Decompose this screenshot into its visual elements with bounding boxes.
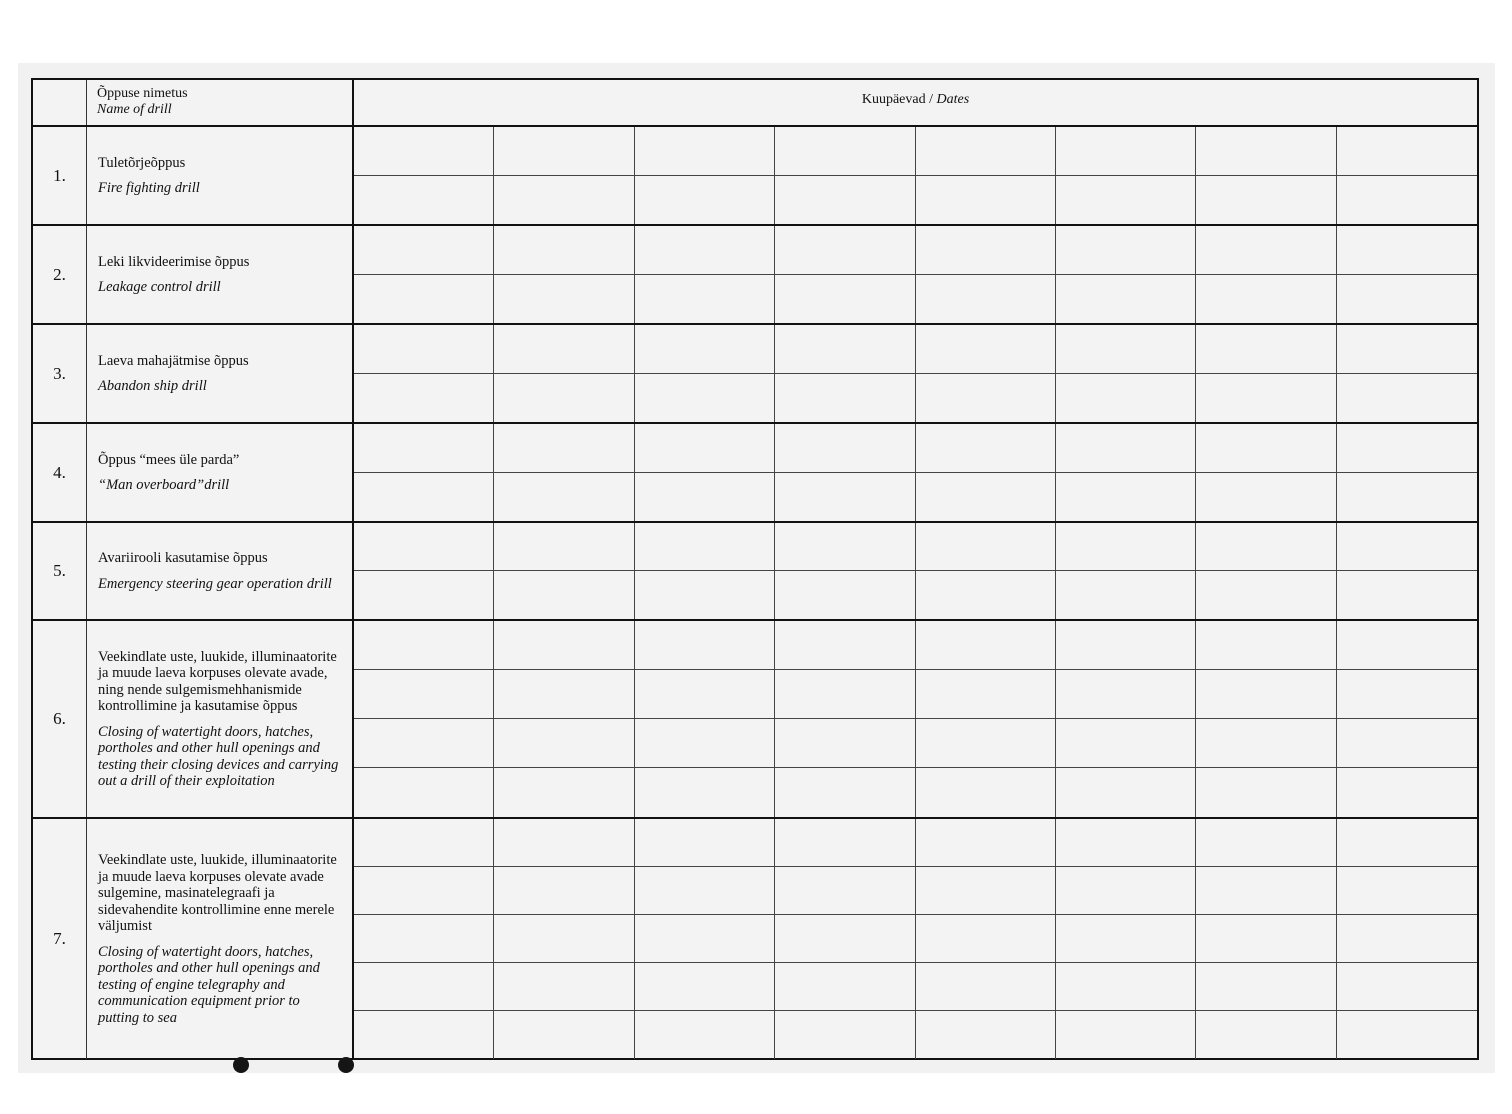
date-cell[interactable] (354, 915, 494, 963)
date-cell[interactable] (1056, 127, 1196, 176)
date-cell[interactable] (354, 819, 494, 867)
drill-name-et: Leki likvideerimise õppus (98, 253, 250, 270)
date-cell[interactable] (916, 819, 1056, 867)
date-cell[interactable] (1056, 424, 1196, 473)
table-row (33, 127, 1477, 226)
date-cell[interactable] (1196, 621, 1336, 670)
date-cell[interactable] (775, 374, 915, 423)
drill-name-en: Closing of watertight doors, hatches, portholes and other hull openings and testing of engine telegraphy and communication equipment prior to putting to sea (98, 943, 320, 1026)
date-cell[interactable] (1196, 719, 1336, 768)
date-cell[interactable] (916, 719, 1056, 768)
date-cell[interactable] (1056, 768, 1196, 817)
date-cell[interactable] (635, 621, 775, 670)
date-cell[interactable] (494, 523, 634, 571)
date-cell[interactable] (1196, 670, 1336, 719)
date-entry-grid (354, 127, 1477, 224)
date-cell[interactable] (916, 275, 1056, 324)
date-cell[interactable] (775, 768, 915, 817)
date-cell[interactable] (635, 374, 775, 423)
date-cell[interactable] (1337, 719, 1477, 768)
date-cell[interactable] (1196, 571, 1336, 619)
drill-name-en: Leakage control drill (98, 279, 221, 295)
date-cell[interactable] (775, 571, 915, 619)
date-cell[interactable] (1196, 325, 1336, 374)
date-cell[interactable] (916, 127, 1056, 176)
drill-name-cell (87, 621, 354, 817)
date-entry-grid (354, 226, 1477, 323)
date-cell[interactable] (635, 719, 775, 768)
date-cell[interactable] (1337, 127, 1477, 176)
binder-hole-left (233, 1057, 249, 1073)
date-entry-grid (354, 523, 1477, 619)
date-cell[interactable] (1196, 819, 1336, 867)
drill-name-et: Veekindlate uste, luukide, illuminaatorite ja muude laeva korpuses olevate avade, ning nende sulgemismehhanismide kontrollimine ja kasutamise õppus (98, 648, 337, 714)
date-cell[interactable] (1337, 176, 1477, 225)
date-cell[interactable] (494, 127, 634, 176)
date-cell[interactable] (494, 670, 634, 719)
drill-name-cell (87, 424, 354, 521)
date-cell[interactable] (354, 1011, 494, 1059)
date-cell[interactable] (775, 1011, 915, 1059)
date-cell[interactable] (354, 473, 494, 522)
date-cell[interactable] (354, 768, 494, 817)
date-cell[interactable] (1337, 275, 1477, 324)
table-row (33, 226, 1477, 325)
date-cell[interactable] (354, 275, 494, 324)
date-cell[interactable] (494, 719, 634, 768)
date-cell[interactable] (1337, 963, 1477, 1011)
date-cell[interactable] (494, 176, 634, 225)
date-cell[interactable] (916, 963, 1056, 1011)
date-cell[interactable] (635, 819, 775, 867)
date-cell[interactable] (494, 1011, 634, 1059)
date-cell[interactable] (775, 473, 915, 522)
date-cell[interactable] (494, 915, 634, 963)
date-cell[interactable] (775, 621, 915, 670)
date-entry-grid (354, 424, 1477, 521)
date-cell[interactable] (916, 523, 1056, 571)
date-cell[interactable] (635, 424, 775, 473)
date-cell[interactable] (494, 473, 634, 522)
date-cell[interactable] (1056, 963, 1196, 1011)
table-row (33, 424, 1477, 523)
date-cell[interactable] (1337, 867, 1477, 915)
date-cell[interactable] (1337, 621, 1477, 670)
date-cell[interactable] (775, 176, 915, 225)
header-dates-cell (354, 80, 1477, 125)
date-cell[interactable] (775, 226, 915, 275)
drill-name-en: Abandon ship drill (98, 378, 207, 394)
date-cell[interactable] (775, 867, 915, 915)
date-cell[interactable] (354, 127, 494, 176)
date-cell[interactable] (354, 226, 494, 275)
date-cell[interactable] (354, 424, 494, 473)
header-dates-separator: / (925, 92, 937, 107)
date-cell[interactable] (354, 963, 494, 1011)
date-cell[interactable] (916, 670, 1056, 719)
date-cell[interactable] (494, 424, 634, 473)
date-cell[interactable] (1196, 176, 1336, 225)
drill-name-cell (87, 819, 354, 1059)
date-cell[interactable] (1337, 374, 1477, 423)
date-cell[interactable] (775, 275, 915, 324)
date-entry-grid (354, 621, 1477, 817)
date-cell[interactable] (635, 523, 775, 571)
date-cell[interactable] (1337, 473, 1477, 522)
date-cell[interactable] (1196, 424, 1336, 473)
header-name-cell (87, 80, 354, 125)
drill-name-en: Closing of watertight doors, hatches, portholes and other hull openings and testing their closing devices and carrying out a drill of their exploitation (98, 723, 339, 789)
drill-name-et: Laeva mahajätmise õppus (98, 352, 249, 369)
header-dates-et: Kuupäevad (861, 92, 926, 107)
drill-name-et: Õppus “mees üle parda” (98, 451, 240, 468)
date-cell[interactable] (775, 719, 915, 768)
date-cell[interactable] (354, 523, 494, 571)
date-cell[interactable] (354, 621, 494, 670)
drill-name-cell (87, 226, 354, 323)
date-cell[interactable] (1056, 374, 1196, 423)
date-cell[interactable] (1337, 768, 1477, 817)
date-cell[interactable] (1337, 226, 1477, 275)
date-cell[interactable] (635, 325, 775, 374)
date-cell[interactable] (916, 374, 1056, 423)
date-cell[interactable] (354, 719, 494, 768)
date-cell[interactable] (1056, 325, 1196, 374)
date-cell[interactable] (1196, 374, 1336, 423)
header-dates-en: Dates (936, 92, 970, 107)
date-cell[interactable] (916, 424, 1056, 473)
header-name-en: Name of drill (97, 102, 172, 117)
drill-name-et: Veekindlate uste, luukide, illuminaatorite ja muude laeva korpuses olevate avade sulgemine, masinatelegraafi ja sidevahendite kontrollimine enne merele väljumist (98, 852, 337, 934)
date-cell[interactable] (635, 275, 775, 324)
date-cell[interactable] (1196, 226, 1336, 275)
date-cell[interactable] (1056, 915, 1196, 963)
date-cell[interactable] (1337, 1011, 1477, 1059)
date-cell[interactable] (1056, 719, 1196, 768)
date-cell[interactable] (916, 1011, 1056, 1059)
date-cell[interactable] (635, 867, 775, 915)
drill-number: 2. (33, 226, 87, 323)
drill-name-et: Avariirooli kasutamise õppus (98, 550, 268, 566)
drill-number: 7. (33, 819, 87, 1059)
date-cell[interactable] (916, 867, 1056, 915)
date-cell[interactable] (635, 768, 775, 817)
date-cell[interactable] (354, 571, 494, 619)
date-cell[interactable] (1196, 915, 1336, 963)
date-cell[interactable] (1056, 473, 1196, 522)
date-cell[interactable] (635, 176, 775, 225)
date-cell[interactable] (494, 963, 634, 1011)
drill-number: 1. (33, 127, 87, 224)
date-cell[interactable] (494, 867, 634, 915)
date-cell[interactable] (354, 325, 494, 374)
date-entry-grid (354, 325, 1477, 422)
date-cell[interactable] (916, 226, 1056, 275)
date-cell[interactable] (1056, 621, 1196, 670)
date-cell[interactable] (1337, 571, 1477, 619)
date-cell[interactable] (916, 473, 1056, 522)
date-cell[interactable] (1196, 523, 1336, 571)
drill-name-en: Fire fighting drill (98, 180, 200, 196)
date-cell[interactable] (775, 670, 915, 719)
date-cell[interactable] (916, 915, 1056, 963)
drill-number: 3. (33, 325, 87, 422)
date-cell[interactable] (494, 621, 634, 670)
date-cell[interactable] (494, 768, 634, 817)
date-cell[interactable] (1196, 127, 1336, 176)
date-cell[interactable] (916, 621, 1056, 670)
drill-name-cell (87, 325, 354, 422)
binder-hole-right (338, 1057, 354, 1073)
date-cell[interactable] (1337, 819, 1477, 867)
table-row (33, 621, 1477, 819)
date-cell[interactable] (775, 963, 915, 1011)
table-row (33, 523, 1477, 621)
date-cell[interactable] (916, 176, 1056, 225)
date-cell[interactable] (1196, 473, 1336, 522)
date-cell[interactable] (775, 127, 915, 176)
header-number-cell (33, 80, 87, 125)
date-cell[interactable] (494, 325, 634, 374)
date-cell[interactable] (1196, 275, 1336, 324)
date-cell[interactable] (494, 275, 634, 324)
date-cell[interactable] (1056, 571, 1196, 619)
drill-name-en: Emergency steering gear operation drill (98, 575, 332, 592)
date-cell[interactable] (354, 374, 494, 423)
date-cell[interactable] (1337, 424, 1477, 473)
table-row (33, 325, 1477, 424)
date-cell[interactable] (354, 867, 494, 915)
drill-log-table (31, 78, 1479, 1060)
table-header (33, 80, 1477, 127)
drill-name-en: “Man overboard”drill (98, 477, 230, 493)
date-cell[interactable] (494, 226, 634, 275)
date-cell[interactable] (1196, 1011, 1336, 1059)
date-cell[interactable] (916, 325, 1056, 374)
date-cell[interactable] (354, 670, 494, 719)
date-cell[interactable] (1337, 523, 1477, 571)
date-cell[interactable] (635, 1011, 775, 1059)
date-cell[interactable] (635, 127, 775, 176)
date-cell[interactable] (1056, 226, 1196, 275)
date-cell[interactable] (635, 670, 775, 719)
header-name-et: Õppuse nimetus (97, 86, 188, 101)
date-cell[interactable] (494, 819, 634, 867)
drill-name-et: Tuletõrjeõppus (98, 154, 186, 171)
date-cell[interactable] (775, 325, 915, 374)
drill-number: 5. (33, 523, 87, 619)
date-cell[interactable] (1056, 176, 1196, 225)
date-cell[interactable] (1056, 523, 1196, 571)
date-cell[interactable] (1337, 670, 1477, 719)
date-cell[interactable] (635, 963, 775, 1011)
date-cell[interactable] (1337, 325, 1477, 374)
date-cell[interactable] (1056, 670, 1196, 719)
date-cell[interactable] (1337, 915, 1477, 963)
date-cell[interactable] (1056, 819, 1196, 867)
date-cell[interactable] (775, 424, 915, 473)
drill-name-cell (87, 523, 354, 619)
date-cell[interactable] (916, 571, 1056, 619)
table-row (33, 819, 1477, 1059)
date-cell[interactable] (1196, 768, 1336, 817)
date-entry-grid (354, 819, 1477, 1059)
date-cell[interactable] (1056, 275, 1196, 324)
drill-number: 6. (33, 621, 87, 817)
drill-name-cell (87, 127, 354, 224)
date-cell[interactable] (494, 571, 634, 619)
date-cell[interactable] (1196, 867, 1336, 915)
date-cell[interactable] (1196, 963, 1336, 1011)
date-cell[interactable] (1056, 1011, 1196, 1059)
date-cell[interactable] (635, 915, 775, 963)
date-cell[interactable] (916, 768, 1056, 817)
date-cell[interactable] (354, 176, 494, 225)
drill-number: 4. (33, 424, 87, 521)
date-cell[interactable] (1056, 867, 1196, 915)
date-cell[interactable] (635, 226, 775, 275)
date-cell[interactable] (635, 473, 775, 522)
date-cell[interactable] (635, 571, 775, 619)
date-cell[interactable] (775, 523, 915, 571)
date-cell[interactable] (494, 374, 634, 423)
date-cell[interactable] (775, 915, 915, 963)
date-cell[interactable] (775, 819, 915, 867)
